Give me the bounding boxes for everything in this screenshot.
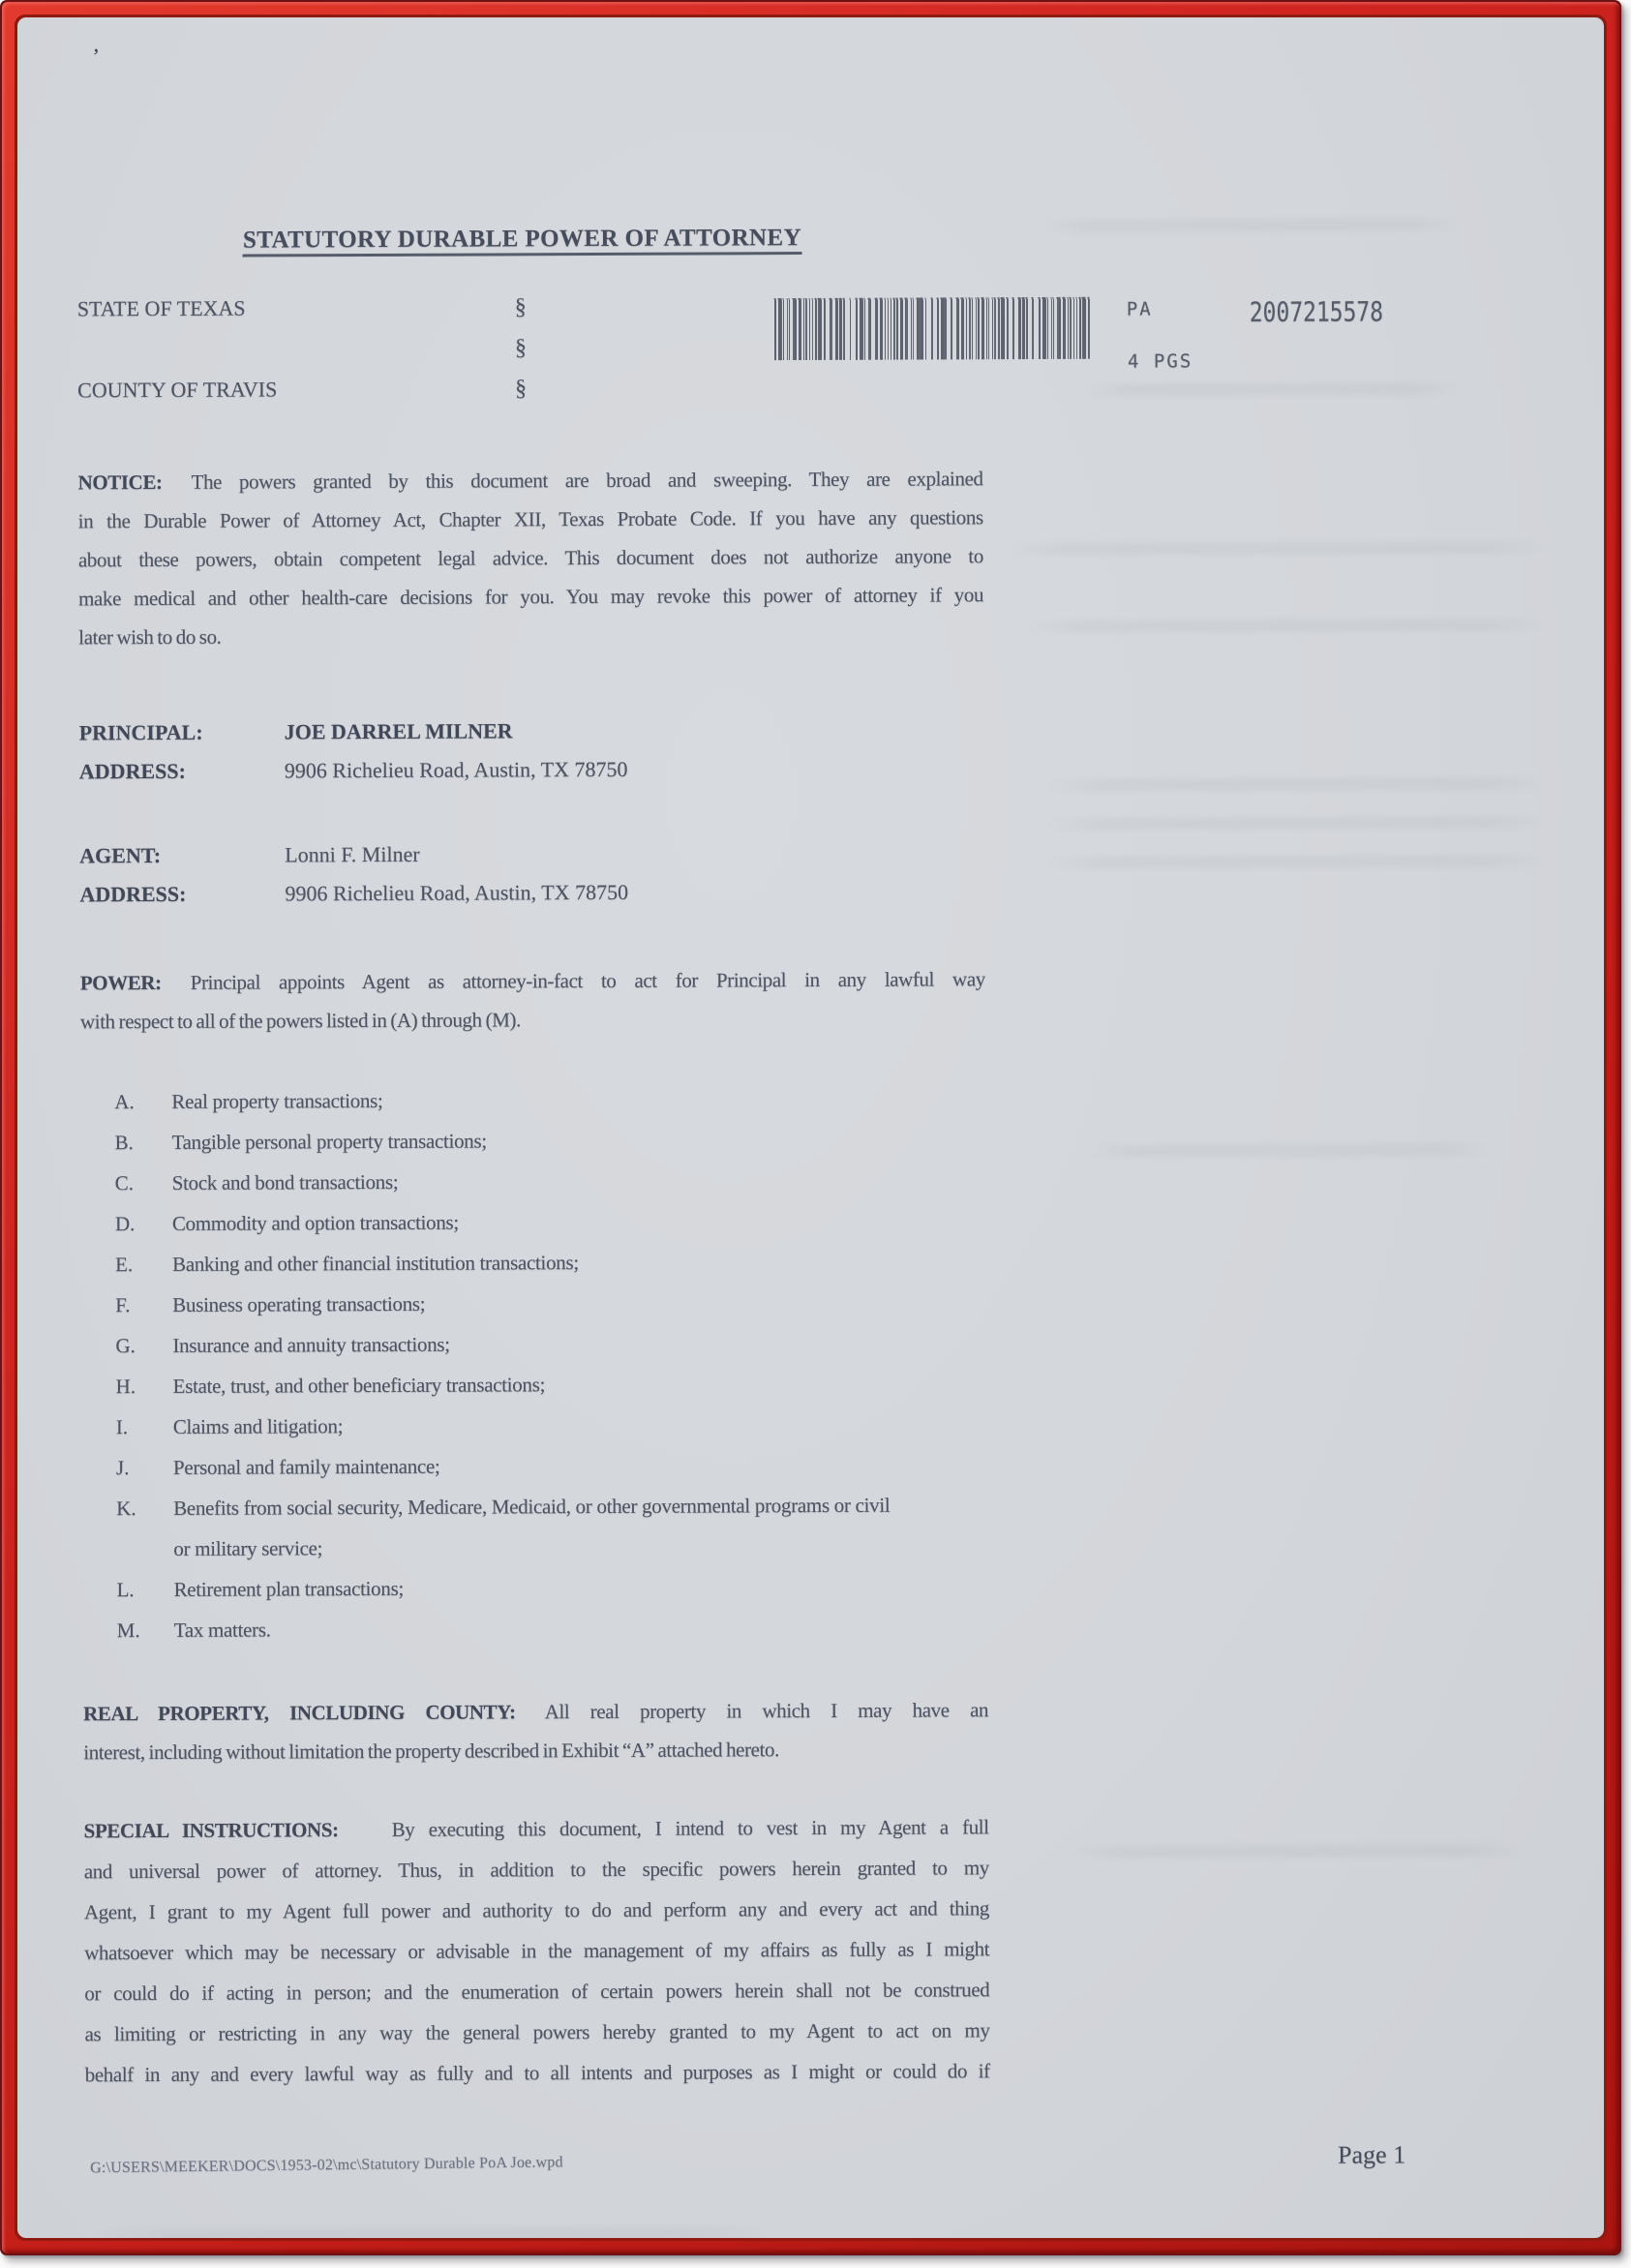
venue-county-line: [77, 368, 619, 410]
list-item: [17, 1565, 1068, 1611]
list-item-letter: M.: [116, 1618, 140, 1643]
list-item: [17, 1240, 1066, 1285]
state-of-texas-text: STATE OF TEXAS: [76, 295, 246, 321]
principal-row: [79, 710, 984, 752]
list-item-letter: L.: [116, 1578, 135, 1602]
footer-file-path: G:\USERS\MEEKER\DOCS\1953-02\mc\Statutory Durable PoA Joe.wpd: [90, 2154, 563, 2177]
bleedthrough-smudge: [1044, 816, 1548, 831]
bleedthrough-smudge: [1024, 619, 1547, 633]
bleedthrough-smudge: [1069, 1844, 1524, 1859]
bleedthrough-smudge: [1044, 777, 1548, 792]
power-paragraph: [80, 959, 985, 1041]
filing-type-code: PA: [1126, 298, 1153, 320]
footer-page-number: Page 1: [1338, 2140, 1406, 2169]
real-property-line: interest, including without limitation the property described in Exhibit “A” attached hereto.: [83, 1738, 780, 1765]
agent-row: [79, 832, 984, 875]
stray-ink-mark: ’: [92, 44, 101, 69]
red-scan-frame-inner-edge: [15, 15, 1607, 2241]
bleedthrough-smudge: [1081, 382, 1459, 397]
list-item: [17, 1321, 1067, 1367]
list-item-letter: H.: [115, 1375, 136, 1399]
real-property-paragraph: [83, 1690, 988, 1771]
list-item-text: Business operating transactions;: [172, 1291, 426, 1316]
section-symbol: §: [514, 335, 528, 361]
list-item-letter: G.: [115, 1334, 136, 1358]
power-line: Principal appoints Agent as attorney-in-fact to act for Principal in any lawful way: [190, 967, 985, 994]
filing-document-number: 2007215578: [1249, 295, 1384, 329]
list-item-text: Banking and other financial institution transactions;: [172, 1251, 579, 1276]
list-item-text: Insurance and annuity transactions;: [172, 1332, 450, 1357]
section-symbol: §: [515, 376, 528, 402]
list-item-letter: B.: [114, 1131, 134, 1155]
list-item-text: Benefits from social security, Medicare, Medicaid, or other governmental programs or civil: [173, 1493, 891, 1520]
notice-label: NOTICE:: [77, 469, 163, 495]
document-page: [17, 17, 1604, 2238]
list-item-text: Personal and family maintenance;: [172, 1454, 440, 1479]
list-item-letter: D.: [114, 1212, 136, 1236]
list-item-text: Stock and bond transactions;: [171, 1169, 399, 1194]
special-instructions-line: whatsoever which may be necessary or advisable in the management of my affairs as fully as I might: [84, 1937, 990, 1965]
special-instructions-line: behalf in any and every lawful way as fully and to all intents and purposes as I might or could do if: [84, 2059, 990, 2087]
special-instructions-line: or could do if acting in person; and the enumeration of certain powers herein shall not be construed: [84, 1978, 990, 2006]
bleedthrough-smudge: [1005, 541, 1547, 556]
list-item: [17, 1281, 1066, 1326]
power-label: POWER:: [79, 970, 162, 995]
list-item: [17, 1403, 1067, 1448]
bleedthrough-smudge: [1044, 855, 1548, 869]
list-item-text: Commodity and option transactions;: [171, 1210, 459, 1235]
list-item-text: Tax matters.: [173, 1618, 271, 1642]
special-instructions-label: SPECIAL INSTRUCTIONS:: [83, 1818, 339, 1843]
list-item-letter: I.: [115, 1415, 129, 1439]
principal-address-row: [79, 748, 984, 791]
agent-address: 9906 Richelieu Road, Austin, TX 78750: [285, 879, 629, 906]
list-item-letter: C.: [114, 1171, 135, 1195]
list-item-text: Tangible personal property transactions;: [171, 1129, 487, 1154]
notice-paragraph: [77, 459, 983, 656]
venue-state-line: [77, 287, 619, 329]
notice-line: later wish to do so.: [78, 624, 222, 650]
list-item-text: Estate, trust, and other beneficiary transactions;: [172, 1373, 546, 1398]
special-instructions-line: Agent, I grant to my Agent full power and authority to do and perform any and every act and thing: [83, 1896, 990, 1924]
notice-line: about these powers, obtain competent legal advice. This document does not authorize anyone to: [77, 544, 983, 572]
real-property-line: All real property in which I may have an: [544, 1698, 989, 1724]
list-item: [17, 1362, 1067, 1407]
section-symbol: §: [514, 294, 527, 320]
list-item: [17, 1443, 1067, 1489]
notice-line: in the Durable Power of Attorney Act, Chapter XII, Texas Probate Code. If you have any questions: [77, 505, 983, 533]
real-property-label: REAL PROPERTY, INCLUDING COUNTY:: [83, 1700, 516, 1726]
red-scan-frame: [2, 2, 1619, 2253]
venue-middle-line: [77, 327, 619, 370]
principal-name: JOE DARREL MILNER: [284, 718, 513, 744]
agent-label: AGENT:: [79, 842, 162, 868]
list-item: [17, 1199, 1066, 1245]
notice-line: make medical and other health-care decisions for you. You may revoke this power of attorney if you: [78, 583, 984, 611]
bleedthrough-smudge: [1042, 218, 1458, 232]
bleedthrough-smudge: [1085, 1143, 1492, 1158]
list-item-text: Real property transactions;: [171, 1088, 383, 1113]
list-item: [17, 1077, 1065, 1123]
notice-line: The powers granted by this document are broad and sweeping. They are explained: [191, 467, 983, 494]
list-item: [17, 1606, 1068, 1651]
principal-address: 9906 Richelieu Road, Austin, TX 78750: [284, 756, 628, 783]
list-item: [17, 1118, 1066, 1164]
list-item-letter: J.: [115, 1456, 130, 1480]
list-item-text: or military service;: [173, 1536, 323, 1560]
filing-page-count: 4 PGS: [1127, 350, 1193, 373]
document-title: STATUTORY DURABLE POWER OF ATTORNEY: [76, 224, 967, 255]
list-item: [17, 1484, 1067, 1529]
agent-address-row: [79, 871, 984, 914]
list-item-text: Claims and litigation;: [172, 1414, 344, 1438]
special-instructions-paragraph: [84, 1806, 990, 2095]
principal-label: PRINCIPAL:: [78, 719, 203, 745]
list-item-letter: F.: [115, 1293, 131, 1317]
list-item-letter: K.: [116, 1497, 136, 1521]
special-instructions-line: By executing this document, I intend to vest in my Agent a full: [391, 1815, 989, 1841]
bleedthrough-smudge: [92, 2226, 770, 2238]
address-label: ADDRESS:: [78, 758, 186, 784]
list-item-letter: A.: [114, 1090, 135, 1114]
list-item-text: Retirement plan transactions;: [173, 1576, 405, 1601]
county-of-travis-text: COUNTY OF TRAVIS: [77, 377, 278, 403]
filing-barcode: [774, 297, 1092, 360]
list-item-letter: E.: [115, 1253, 134, 1277]
page-content: [17, 17, 1604, 2238]
list-item: [17, 1159, 1066, 1204]
special-instructions-line: and universal power of attorney. Thus, in addition to the specific powers herein granted to my: [83, 1856, 989, 1884]
address-label: ADDRESS:: [79, 881, 187, 907]
agent-name: Lonni F. Milner: [285, 841, 420, 867]
list-item-continuation: [17, 1525, 1067, 1570]
power-line: with respect to all of the powers listed in (A) through (M).: [79, 1008, 521, 1034]
special-instructions-line: as limiting or restricting in any way the general powers hereby granted to my Agent to act on my: [84, 2018, 990, 2046]
